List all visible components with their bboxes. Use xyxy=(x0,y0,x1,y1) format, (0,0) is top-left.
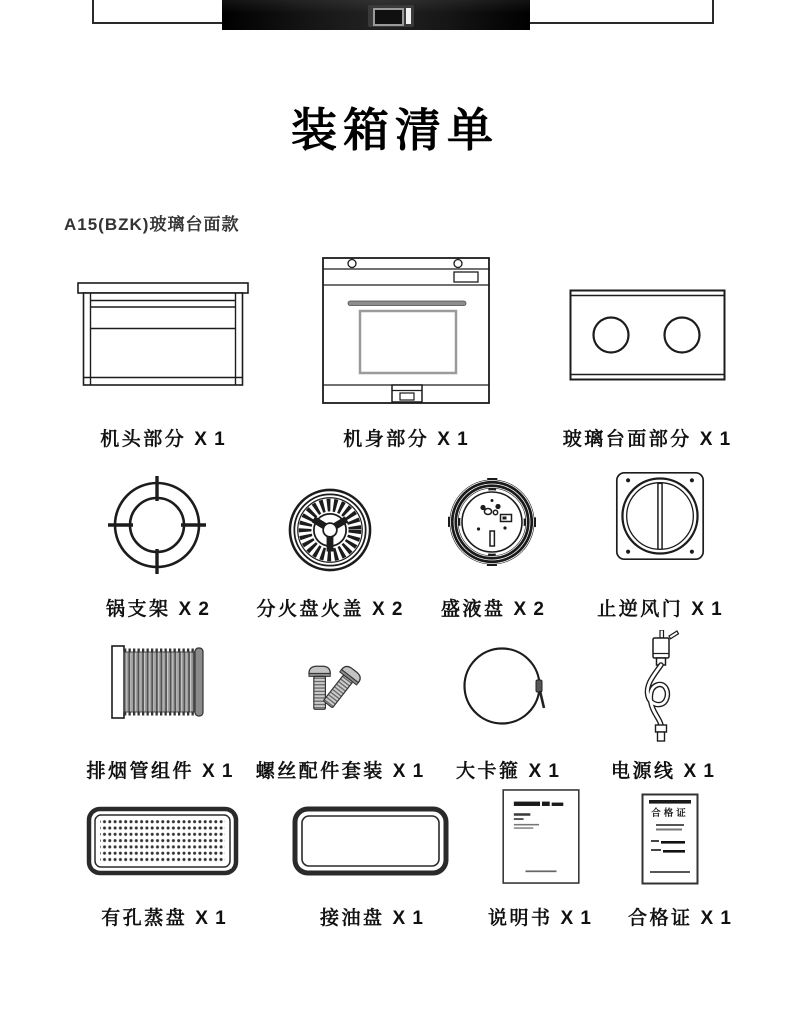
manual-drawing xyxy=(502,789,580,884)
appliance-handle-detail xyxy=(368,5,414,27)
item-qty: X 1 xyxy=(560,908,593,929)
item-name: 止逆风门 xyxy=(597,599,684,620)
screw-kit-drawing xyxy=(302,658,374,718)
item-qty: X 1 xyxy=(683,761,716,782)
check-valve-drawing xyxy=(614,470,706,562)
exhaust-duct-drawing xyxy=(110,643,208,723)
item-name: 锅支架 xyxy=(105,599,171,620)
item-name: 盛液盘 xyxy=(440,599,506,620)
item-name: 电源线 xyxy=(610,761,676,782)
item-name: 排烟管组件 xyxy=(86,761,194,782)
product-photo-black-bar xyxy=(222,0,530,30)
item-name: 说明书 xyxy=(487,908,553,929)
item-name: 有孔蒸盘 xyxy=(101,908,188,929)
item-name: 合格证 xyxy=(627,908,693,929)
item-name: 机头部分 xyxy=(100,429,187,450)
item-label-power-cord xyxy=(563,756,763,783)
item-label-check-valve xyxy=(560,594,760,621)
item-qty: X 1 xyxy=(528,761,561,782)
page-title: 装箱清单 xyxy=(291,104,499,156)
burner-cap-drawing xyxy=(287,487,373,573)
item-label-exhaust-duct xyxy=(60,756,260,783)
pan-support-drawing xyxy=(102,470,212,580)
item-label-steam-tray xyxy=(64,903,264,930)
item-qty: X 2 xyxy=(513,599,546,620)
body-unit-drawing xyxy=(322,257,490,404)
item-qty: X 1 xyxy=(194,429,226,450)
item-name: 分火盘火盖 xyxy=(256,599,364,620)
item-name: 大卡箍 xyxy=(455,761,521,782)
item-qty: X 1 xyxy=(392,761,425,782)
head-unit-drawing xyxy=(77,281,249,391)
item-name: 螺丝配件套装 xyxy=(255,761,385,782)
item-qty: X 2 xyxy=(178,599,211,620)
item-label-head-unit xyxy=(63,424,263,451)
certificate-title-text: 合格证 xyxy=(651,808,689,819)
appliance-handle-inner xyxy=(373,8,404,26)
item-name: 玻璃台面部分 xyxy=(562,429,692,450)
item-name: 机身部分 xyxy=(343,429,430,450)
item-label-body-unit xyxy=(306,424,506,451)
item-name: 接油盘 xyxy=(319,908,385,929)
oil-tray-drawing xyxy=(292,806,449,876)
item-qty: X 1 xyxy=(699,429,732,450)
item-label-certificate xyxy=(580,903,780,930)
glass-top-drawing xyxy=(569,289,726,381)
model-subtitle: A15(BZK)玻璃台面款 xyxy=(64,215,240,234)
item-label-glass-top xyxy=(537,424,757,451)
item-qty: X 1 xyxy=(195,908,227,929)
item-qty: X 1 xyxy=(392,908,425,929)
appliance-handle-highlight xyxy=(406,8,411,24)
clamp-drawing xyxy=(460,642,550,732)
item-qty: X 1 xyxy=(201,761,234,782)
item-qty: X 1 xyxy=(691,599,723,620)
item-qty: X 2 xyxy=(371,599,404,620)
certificate-drawing xyxy=(641,793,699,885)
steam-tray-drawing xyxy=(86,806,239,876)
item-qty: X 1 xyxy=(700,908,733,929)
item-label-pan-support xyxy=(58,594,258,621)
power-cord-drawing xyxy=(640,630,688,742)
drip-pan-drawing xyxy=(448,478,536,566)
item-qty: X 1 xyxy=(437,429,469,450)
